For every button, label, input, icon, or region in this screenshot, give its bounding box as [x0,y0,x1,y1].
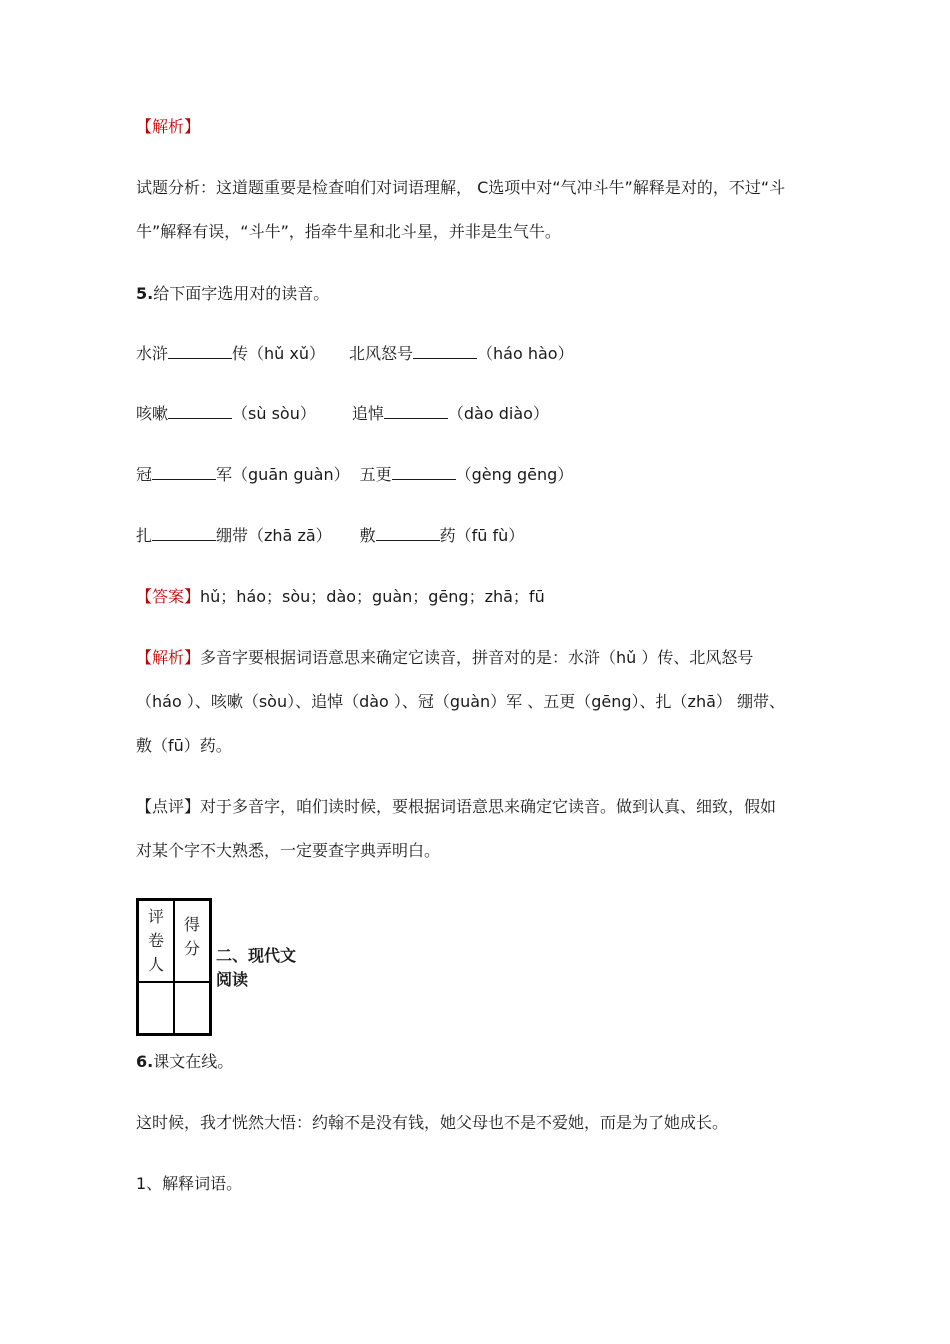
comment-text: 对于多音字，咱们读时候，要根据词语意思来确定它读音。做到认真、细致，假如 [200,797,777,816]
analysis-paragraph-line: 试题分析：这道题重要是检查咱们对词语理解， C选项中对“气冲斗牛”解释是对的，不过“斗 [136,178,786,197]
word-prefix: 北风怒号 [349,344,414,363]
question-number: 5. [136,284,154,303]
section-title: 二、现代文阅读 [216,946,297,989]
question-5 [136,281,329,304]
word-prefix: 五更 [359,465,392,484]
word-prefix: 冠 [136,465,153,484]
reviewer-cell[interactable] [138,982,175,1035]
analysis-text: 多音字要根据词语意思来确定它读音，拼音对的是：水浒（hǔ ）传、北风怒号 [200,648,754,667]
answer-blank[interactable] [152,526,216,541]
sub-question: 1、解释词语。 [136,1174,243,1193]
word-suffix: 药（fū fù） [439,526,525,545]
analysis-2-line: 敷（fū）药。 [136,736,232,755]
answer-blank[interactable] [413,344,477,359]
word-prefix: 水浒 [136,344,169,363]
word-suffix: （háo hào） [477,344,574,363]
reviewer-header: 评卷人 [138,900,175,983]
pinyin-row [136,462,573,485]
word-suffix: 绷带（zhā zā） [216,526,332,545]
word-suffix: （sù sòu） [232,404,316,423]
word-prefix: 敷 [359,526,376,545]
word-suffix: 传（hǔ xǔ） [232,344,325,363]
word-prefix: 咳嗽 [136,404,169,423]
pinyin-row [136,341,574,364]
word-prefix: 扎 [136,526,153,545]
passage-text: 这时候，我才恍然大悟：约翰不是没有钱，她父母也不是不爱她，而是为了她成长。 [136,1113,729,1132]
answer-text: hǔ；háo；sòu；dào；guàn；gēng；zhā；fū [200,587,545,606]
answer-line [136,584,545,607]
analysis-2-line [136,645,753,668]
question-text: 课文在线。 [153,1052,234,1071]
comment-label: 【点评】 [136,797,201,816]
analysis-heading: 【解析】 [136,117,201,136]
word-suffix: （gèng gēng） [455,465,574,484]
score-header: 得分 [174,900,211,983]
analysis-paragraph-line: 牛”解释有误，“斗牛”，指牵牛星和北斗星，并非是生气牛。 [136,222,561,241]
answer-blank[interactable] [392,465,456,480]
analysis-2-line: （háo ）、咳嗽（sòu）、追悼（dào ）、冠（guàn）军 、五更（gēng）、扎（zhā） 绷带、 [136,692,785,711]
question-6 [136,1049,233,1072]
answer-blank[interactable] [168,404,232,419]
word-suffix: 军（guān guàn） [216,465,350,484]
comment-line [136,794,776,817]
score-table [136,898,212,1036]
pinyin-row [136,401,549,424]
pinyin-row [136,523,524,546]
answer-blank[interactable] [152,465,216,480]
answer-label: 【答案】 [136,587,201,606]
question-text: 给下面字选用对的读音。 [153,284,330,303]
word-prefix: 追悼 [351,404,384,423]
answer-blank[interactable] [168,344,232,359]
answer-blank[interactable] [384,404,448,419]
score-cell[interactable] [174,982,211,1035]
word-suffix: （dào diào） [447,404,549,423]
question-number: 6. [136,1052,154,1071]
comment-line: 对某个字不大熟悉，一定要查字典弄明白。 [136,841,441,860]
answer-blank[interactable] [376,526,440,541]
analysis-label: 【解析】 [136,648,201,667]
